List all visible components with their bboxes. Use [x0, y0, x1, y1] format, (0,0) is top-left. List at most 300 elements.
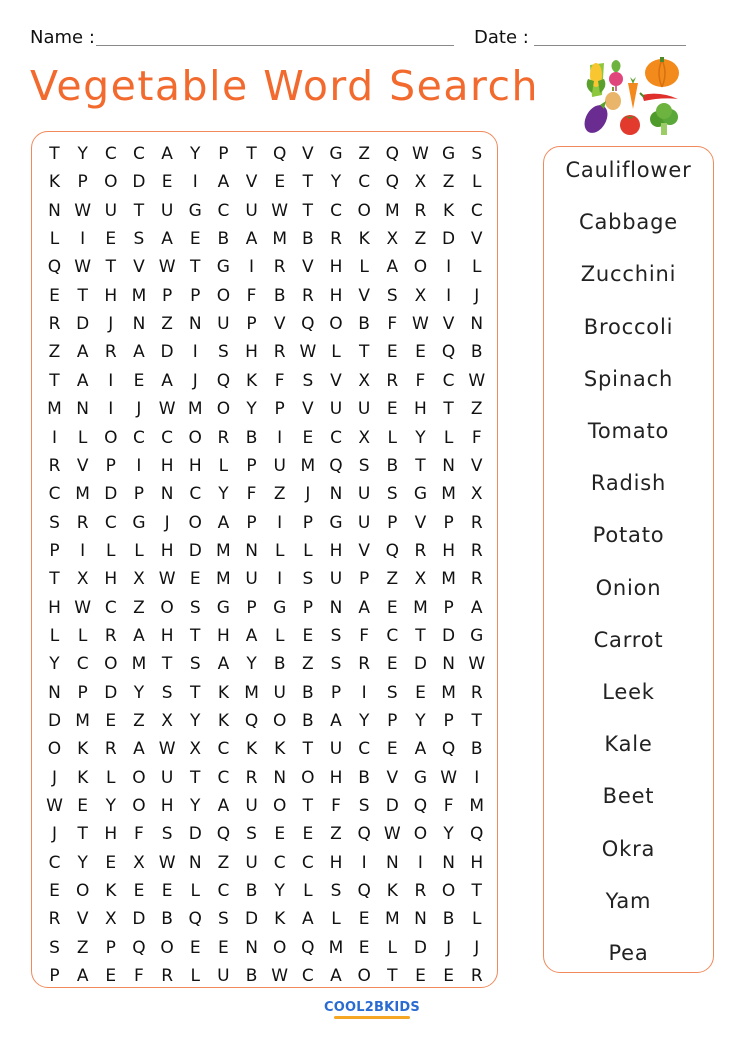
grid-letter[interactable]: C	[133, 427, 145, 448]
grid-letter[interactable]: L	[274, 540, 285, 561]
grid-letter[interactable]: Q	[357, 824, 371, 845]
grid-letter[interactable]: R	[470, 569, 483, 590]
grid-letter[interactable]: L	[303, 540, 313, 561]
grid-letter[interactable]: A	[133, 342, 145, 363]
grid-letter[interactable]: E	[274, 172, 286, 193]
grid-letter[interactable]: V	[358, 285, 370, 306]
grid-letter[interactable]: Z	[48, 342, 61, 363]
grid-letter[interactable]: R	[48, 909, 61, 930]
grid-letter[interactable]: N	[273, 767, 287, 788]
grid-letter[interactable]: V	[76, 455, 89, 476]
grid-letter[interactable]: P	[105, 937, 116, 958]
grid-letter[interactable]: A	[217, 796, 230, 817]
grid-letter[interactable]: W	[468, 370, 486, 391]
grid-letter[interactable]: J	[51, 767, 57, 788]
grid-letter[interactable]: E	[161, 172, 173, 193]
grid-letter[interactable]: Q	[385, 144, 399, 164]
grid-letter[interactable]: H	[160, 796, 174, 817]
grid-letter[interactable]: C	[217, 881, 230, 902]
grid-letter[interactable]: H	[104, 285, 118, 306]
grid-letter[interactable]: T	[190, 625, 201, 646]
grid-letter[interactable]: D	[413, 937, 427, 958]
grid-letter[interactable]: H	[329, 285, 343, 306]
grid-letter[interactable]: H	[104, 569, 118, 590]
grid-letter[interactable]: T	[358, 342, 370, 363]
grid-letter[interactable]: C	[76, 654, 89, 675]
name-line[interactable]	[96, 45, 454, 46]
grid-letter[interactable]: M	[187, 399, 203, 420]
grid-letter[interactable]: F	[134, 966, 144, 987]
grid-letter[interactable]: G	[329, 144, 343, 164]
grid-letter[interactable]: Y	[190, 711, 201, 731]
grid-letter[interactable]: G	[329, 512, 343, 533]
grid-letter[interactable]: D	[413, 654, 427, 675]
grid-letter[interactable]: C	[104, 512, 117, 533]
grid-letter[interactable]: C	[161, 427, 174, 448]
grid-letter[interactable]: M	[47, 399, 62, 420]
grid-letter[interactable]: I	[277, 512, 283, 533]
grid-letter[interactable]: R	[273, 342, 286, 363]
grid-letter[interactable]: L	[274, 625, 285, 646]
grid-letter[interactable]: X	[189, 739, 202, 760]
grid-letter[interactable]: E	[105, 852, 117, 873]
grid-letter[interactable]: B	[302, 229, 314, 250]
grid-letter[interactable]: V	[414, 512, 427, 533]
grid-letter[interactable]: K	[105, 881, 117, 902]
grid-letter[interactable]: P	[246, 597, 257, 618]
grid-letter[interactable]: E	[415, 682, 426, 703]
grid-letter[interactable]: I	[108, 399, 114, 420]
grid-letter[interactable]: S	[161, 682, 173, 703]
grid-letter[interactable]: X	[133, 852, 145, 873]
grid-letter[interactable]: P	[359, 569, 370, 590]
grid-letter[interactable]: L	[77, 427, 88, 448]
grid-letter[interactable]: O	[301, 767, 315, 788]
grid-letter[interactable]: G	[216, 597, 230, 618]
grid-letter[interactable]: C	[133, 144, 145, 164]
grid-letter[interactable]: E	[386, 597, 398, 618]
grid-letter[interactable]: S	[302, 370, 314, 391]
grid-letter[interactable]: C	[104, 597, 117, 618]
grid-letter[interactable]: U	[273, 682, 286, 703]
grid-letter[interactable]: A	[330, 711, 342, 731]
grid-letter[interactable]: R	[273, 257, 286, 278]
grid-letter[interactable]: A	[161, 144, 173, 164]
grid-letter[interactable]: A	[217, 172, 230, 193]
grid-letter[interactable]: D	[188, 540, 202, 561]
grid-letter[interactable]: T	[133, 200, 145, 221]
grid-letter[interactable]: E	[358, 937, 370, 958]
grid-letter[interactable]: X	[161, 711, 173, 731]
grid-letter[interactable]: Y	[415, 711, 426, 731]
grid-letter[interactable]: N	[48, 682, 61, 703]
grid-letter[interactable]: Q	[357, 881, 371, 902]
grid-letter[interactable]: Y	[190, 796, 201, 817]
grid-letter[interactable]: T	[443, 399, 454, 420]
grid-letter[interactable]: A	[217, 654, 230, 675]
grid-letter[interactable]: L	[190, 966, 200, 987]
grid-letter[interactable]: L	[359, 257, 369, 278]
grid-letter[interactable]: I	[249, 257, 255, 278]
grid-letter[interactable]: I	[446, 285, 452, 306]
grid-letter[interactable]: R	[470, 540, 483, 561]
grid-letter[interactable]: U	[329, 569, 343, 590]
grid-letter[interactable]: Q	[216, 824, 231, 845]
grid-letter[interactable]: R	[358, 654, 371, 675]
grid-letter[interactable]: A	[330, 966, 342, 987]
grid-letter[interactable]: S	[358, 455, 370, 476]
grid-letter[interactable]: E	[218, 937, 229, 958]
grid-letter[interactable]: I	[80, 540, 86, 561]
grid-letter[interactable]: E	[105, 966, 117, 987]
grid-letter[interactable]: R	[48, 314, 61, 335]
grid-letter[interactable]: T	[49, 569, 60, 590]
grid-letter[interactable]: G	[216, 257, 230, 278]
grid-letter[interactable]: P	[443, 597, 454, 618]
grid-letter[interactable]: B	[470, 739, 483, 760]
grid-letter[interactable]: L	[106, 540, 116, 561]
grid-letter[interactable]: B	[245, 966, 258, 987]
grid-letter[interactable]: R	[104, 625, 117, 646]
grid-letter[interactable]: C	[330, 427, 342, 448]
grid-letter[interactable]: H	[329, 852, 343, 873]
grid-letter[interactable]: S	[386, 682, 398, 703]
grid-letter[interactable]: N	[245, 540, 258, 561]
grid-letter[interactable]: N	[442, 455, 455, 476]
grid-letter[interactable]: T	[190, 682, 201, 703]
grid-letter[interactable]: C	[358, 739, 371, 760]
grid-letter[interactable]: O	[272, 711, 287, 731]
grid-letter[interactable]: Q	[301, 314, 315, 335]
grid-letter[interactable]: L	[49, 229, 60, 250]
grid-letter[interactable]: G	[470, 625, 484, 646]
grid-letter[interactable]: F	[274, 370, 285, 391]
grid-letter[interactable]: M	[216, 569, 231, 590]
grid-letter[interactable]: H	[442, 540, 455, 561]
grid-letter[interactable]: P	[190, 285, 201, 306]
grid-letter[interactable]: L	[303, 881, 313, 902]
grid-letter[interactable]: T	[77, 285, 88, 306]
grid-letter[interactable]: A	[245, 625, 258, 646]
grid-letter[interactable]: C	[442, 370, 455, 391]
grid-letter[interactable]: I	[192, 172, 198, 193]
grid-letter[interactable]: W	[158, 257, 176, 278]
grid-letter[interactable]: S	[133, 229, 145, 250]
grid-letter[interactable]: E	[49, 285, 60, 306]
grid-letter[interactable]: X	[358, 370, 370, 391]
grid-letter[interactable]: G	[188, 200, 202, 221]
grid-letter[interactable]: I	[417, 852, 423, 873]
grid-letter[interactable]: B	[442, 909, 455, 930]
grid-letter[interactable]: O	[75, 881, 90, 902]
grid-letter[interactable]: U	[273, 455, 286, 476]
grid-letter[interactable]: J	[446, 937, 452, 958]
grid-letter[interactable]: Z	[442, 172, 455, 193]
grid-letter[interactable]: L	[331, 342, 341, 363]
grid-letter[interactable]: B	[273, 654, 286, 675]
grid-letter[interactable]: T	[302, 172, 314, 193]
grid-letter[interactable]: A	[161, 229, 173, 250]
grid-letter[interactable]: E	[302, 625, 314, 646]
grid-letter[interactable]: T	[387, 966, 398, 987]
grid-letter[interactable]: P	[302, 512, 313, 533]
grid-letter[interactable]: F	[415, 370, 426, 391]
grid-letter[interactable]: P	[443, 512, 454, 533]
grid-letter[interactable]: R	[76, 512, 89, 533]
grid-letter[interactable]: U	[245, 852, 258, 873]
grid-letter[interactable]: H	[216, 625, 230, 646]
grid-letter[interactable]: Q	[385, 172, 399, 193]
grid-letter[interactable]: C	[217, 200, 230, 221]
grid-letter[interactable]: K	[245, 739, 258, 760]
grid-letter[interactable]: V	[302, 257, 314, 278]
grid-letter[interactable]: S	[217, 342, 229, 363]
grid-letter[interactable]: M	[384, 200, 400, 221]
grid-letter[interactable]: C	[470, 200, 483, 221]
grid-letter[interactable]: D	[160, 342, 174, 363]
grid-letter[interactable]: T	[190, 767, 201, 788]
grid-letter[interactable]: B	[386, 455, 399, 476]
grid-letter[interactable]: Y	[415, 427, 426, 448]
grid-letter[interactable]: R	[470, 512, 483, 533]
grid-letter[interactable]: Y	[358, 711, 370, 731]
grid-letter[interactable]: V	[442, 314, 455, 335]
grid-letter[interactable]: O	[272, 796, 287, 817]
grid-letter[interactable]: U	[357, 484, 371, 505]
grid-letter[interactable]: Y	[133, 682, 145, 703]
grid-letter[interactable]: K	[358, 229, 370, 250]
grid-letter[interactable]: T	[302, 739, 314, 760]
grid-letter[interactable]: C	[217, 739, 230, 760]
grid-letter[interactable]: K	[245, 370, 258, 391]
grid-letter[interactable]: S	[358, 796, 370, 817]
grid-letter[interactable]: V	[245, 172, 258, 193]
grid-letter[interactable]: E	[161, 881, 173, 902]
grid-letter[interactable]: N	[245, 937, 258, 958]
grid-letter[interactable]: P	[77, 682, 88, 703]
grid-letter[interactable]: L	[331, 909, 341, 930]
grid-letter[interactable]: N	[329, 597, 343, 618]
grid-letter[interactable]: W	[383, 824, 401, 845]
grid-letter[interactable]: O	[413, 824, 428, 845]
grid-letter[interactable]: H	[160, 625, 174, 646]
grid-letter[interactable]: P	[274, 399, 285, 420]
grid-letter[interactable]: W	[468, 654, 486, 675]
grid-letter[interactable]: M	[413, 597, 428, 618]
grid-letter[interactable]: Z	[133, 711, 145, 731]
grid-letter[interactable]: F	[246, 484, 257, 505]
grid-letter[interactable]: E	[189, 937, 201, 958]
grid-letter[interactable]: E	[415, 966, 426, 987]
grid-letter[interactable]: J	[51, 824, 57, 845]
grid-letter[interactable]: O	[216, 399, 231, 420]
grid-letter[interactable]: S	[471, 144, 483, 164]
grid-letter[interactable]: S	[330, 654, 342, 675]
grid-letter[interactable]: C	[330, 200, 342, 221]
grid-letter[interactable]: N	[470, 314, 484, 335]
grid-letter[interactable]: E	[77, 796, 89, 817]
grid-letter[interactable]: J	[108, 314, 114, 335]
grid-letter[interactable]: O	[104, 172, 118, 193]
grid-letter[interactable]: N	[188, 314, 202, 335]
grid-letter[interactable]: Z	[76, 937, 89, 958]
grid-letter[interactable]: P	[443, 711, 454, 731]
grid-letter[interactable]: A	[76, 342, 89, 363]
grid-letter[interactable]: Q	[244, 711, 259, 731]
grid-letter[interactable]: W	[74, 200, 92, 221]
grid-letter[interactable]: E	[105, 229, 117, 250]
grid-letter[interactable]: Q	[385, 540, 399, 561]
grid-letter[interactable]: D	[47, 711, 62, 731]
grid-letter[interactable]: H	[48, 597, 61, 618]
grid-letter[interactable]: N	[329, 484, 343, 505]
grid-letter[interactable]: S	[386, 484, 398, 505]
grid-letter[interactable]: A	[217, 512, 230, 533]
grid-letter[interactable]: X	[414, 172, 427, 193]
grid-letter[interactable]: T	[246, 144, 257, 164]
grid-letter[interactable]: Y	[330, 172, 342, 193]
grid-letter[interactable]: Z	[358, 144, 370, 164]
date-line[interactable]	[534, 45, 686, 46]
grid-letter[interactable]: A	[386, 257, 399, 278]
grid-letter[interactable]: D	[245, 909, 259, 930]
grid-letter[interactable]: S	[330, 625, 342, 646]
grid-letter[interactable]: R	[301, 285, 314, 306]
grid-letter[interactable]: U	[329, 739, 343, 760]
grid-letter[interactable]: D	[132, 909, 146, 930]
grid-letter[interactable]: U	[245, 569, 258, 590]
grid-letter[interactable]: V	[273, 314, 286, 335]
grid-letter[interactable]: A	[358, 597, 370, 618]
grid-letter[interactable]: W	[412, 314, 429, 335]
grid-letter[interactable]: D	[76, 314, 90, 335]
grid-letter[interactable]: Y	[246, 399, 257, 420]
grid-letter[interactable]: I	[277, 427, 283, 448]
grid-letter[interactable]: L	[190, 881, 200, 902]
grid-letter[interactable]: K	[77, 767, 89, 788]
grid-letter[interactable]: W	[46, 796, 63, 817]
grid-letter[interactable]: U	[160, 767, 174, 788]
grid-letter[interactable]: L	[472, 172, 482, 193]
grid-letter[interactable]: Y	[105, 796, 116, 817]
grid-letter[interactable]: B	[161, 909, 173, 930]
grid-letter[interactable]: O	[160, 937, 174, 958]
grid-letter[interactable]: Y	[218, 484, 229, 505]
grid-letter[interactable]: E	[386, 399, 398, 420]
grid-letter[interactable]: K	[77, 739, 89, 760]
grid-letter[interactable]: N	[442, 852, 455, 873]
grid-letter[interactable]: C	[358, 172, 371, 193]
grid-letter[interactable]: D	[442, 229, 456, 250]
grid-letter[interactable]: J	[136, 399, 142, 420]
grid-letter[interactable]: X	[133, 569, 145, 590]
grid-letter[interactable]: C	[48, 852, 61, 873]
grid-letter[interactable]: Q	[301, 937, 315, 958]
grid-letter[interactable]: O	[441, 881, 456, 902]
grid-letter[interactable]: P	[218, 144, 229, 164]
grid-letter[interactable]: P	[49, 966, 60, 987]
grid-letter[interactable]: Q	[329, 455, 343, 476]
grid-letter[interactable]: E	[189, 569, 201, 590]
grid-letter[interactable]: A	[133, 739, 145, 760]
grid-letter[interactable]: N	[385, 852, 399, 873]
grid-letter[interactable]: W	[440, 767, 457, 788]
grid-letter[interactable]: E	[133, 881, 145, 902]
grid-letter[interactable]: E	[302, 824, 314, 845]
grid-letter[interactable]: Q	[188, 909, 202, 930]
grid-letter[interactable]: E	[49, 881, 60, 902]
grid-letter[interactable]: S	[161, 824, 173, 845]
grid-letter[interactable]: N	[188, 852, 202, 873]
grid-letter[interactable]: W	[158, 739, 176, 760]
grid-letter[interactable]: R	[470, 966, 483, 987]
grid-letter[interactable]: S	[189, 654, 201, 675]
grid-letter[interactable]: M	[131, 285, 147, 306]
grid-letter[interactable]: H	[160, 540, 174, 561]
grid-letter[interactable]: U	[217, 966, 230, 987]
grid-letter[interactable]: K	[274, 909, 286, 930]
grid-letter[interactable]: Z	[302, 654, 314, 675]
grid-letter[interactable]: K	[274, 739, 286, 760]
grid-letter[interactable]: W	[412, 144, 429, 164]
grid-letter[interactable]: R	[414, 200, 427, 221]
grid-letter[interactable]: H	[104, 824, 118, 845]
grid-letter[interactable]: H	[160, 455, 174, 476]
grid-letter[interactable]: F	[246, 285, 257, 306]
grid-letter[interactable]: E	[443, 966, 454, 987]
grid-letter[interactable]: V	[302, 144, 314, 164]
grid-letter[interactable]: J	[474, 937, 480, 958]
grid-letter[interactable]: R	[104, 342, 117, 363]
grid-letter[interactable]: R	[414, 540, 427, 561]
grid-letter[interactable]: K	[217, 711, 229, 731]
grid-letter[interactable]: N	[442, 654, 455, 675]
grid-letter[interactable]: I	[192, 342, 198, 363]
grid-letter[interactable]: R	[48, 455, 61, 476]
grid-letter[interactable]: N	[48, 200, 61, 221]
grid-letter[interactable]: M	[384, 909, 400, 930]
grid-letter[interactable]: K	[48, 172, 61, 193]
grid-letter[interactable]: P	[246, 512, 257, 533]
grid-letter[interactable]: P	[302, 597, 313, 618]
grid-letter[interactable]: R	[330, 229, 342, 250]
grid-letter[interactable]: E	[415, 342, 426, 363]
grid-letter[interactable]: B	[302, 711, 314, 731]
grid-letter[interactable]: Y	[77, 852, 88, 873]
grid-letter[interactable]: G	[413, 767, 428, 788]
grid-letter[interactable]: T	[415, 625, 426, 646]
grid-letter[interactable]: S	[217, 909, 229, 930]
grid-letter[interactable]: E	[386, 342, 398, 363]
grid-letter[interactable]: W	[74, 597, 92, 618]
grid-letter[interactable]: Y	[274, 881, 285, 902]
grid-letter[interactable]: A	[470, 597, 483, 618]
grid-letter[interactable]: X	[76, 569, 89, 590]
grid-letter[interactable]: B	[302, 682, 314, 703]
grid-letter[interactable]: F	[471, 427, 482, 448]
grid-letter[interactable]: L	[49, 625, 60, 646]
grid-letter[interactable]: O	[216, 285, 231, 306]
grid-letter[interactable]: T	[105, 257, 116, 278]
grid-letter[interactable]: P	[105, 455, 116, 476]
grid-letter[interactable]: T	[49, 370, 60, 391]
grid-letter[interactable]: W	[299, 342, 317, 363]
grid-letter[interactable]: L	[472, 257, 482, 278]
grid-letter[interactable]: T	[471, 881, 482, 902]
grid-letter[interactable]: Y	[49, 654, 60, 675]
grid-letter[interactable]: T	[302, 200, 314, 221]
grid-letter[interactable]: C	[386, 625, 399, 646]
